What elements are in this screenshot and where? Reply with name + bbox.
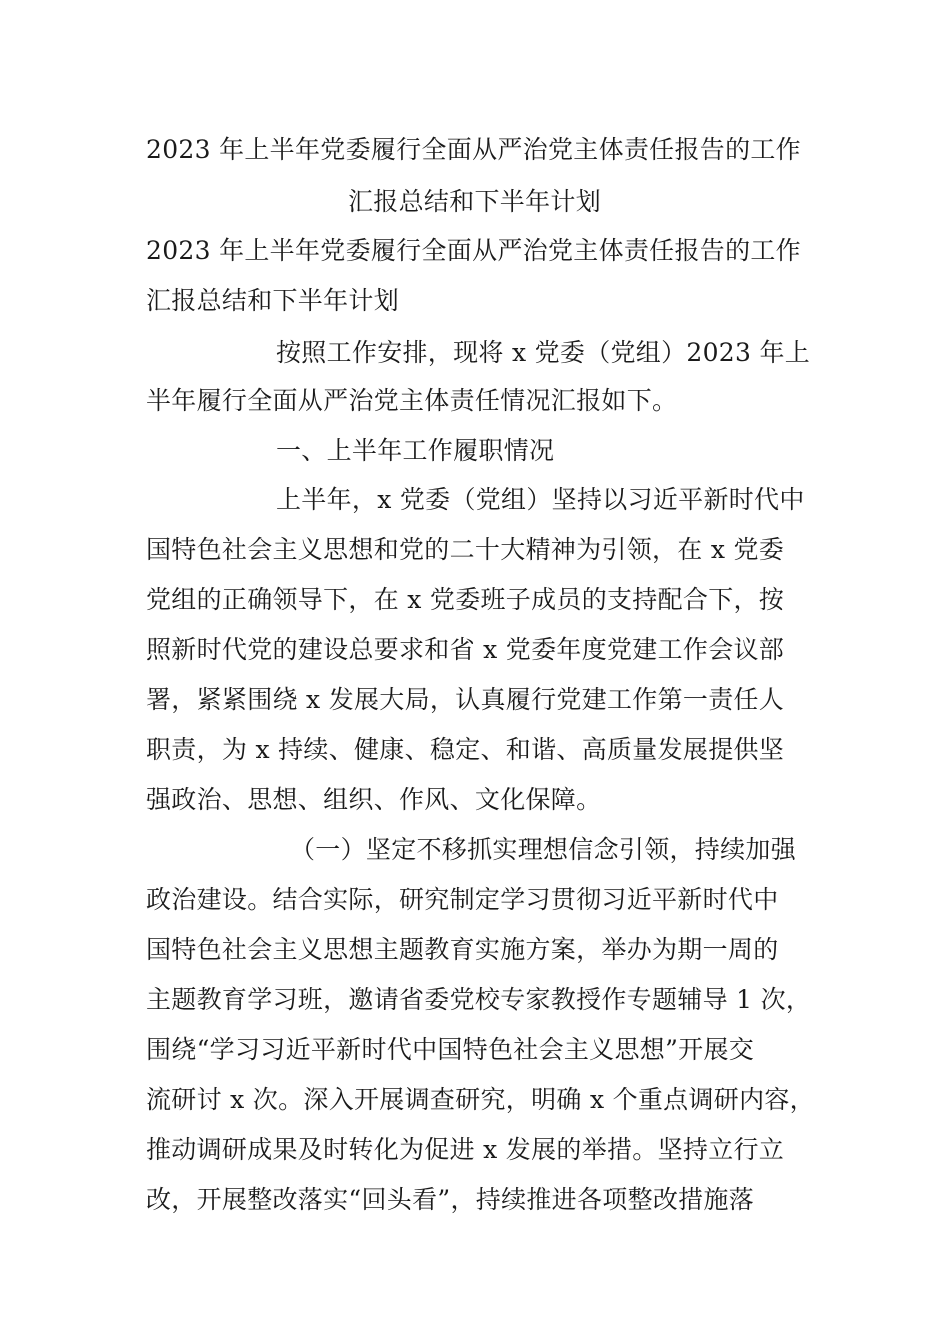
para1-line-5: 署，紧紧围绕 x 发展大局，认真履行党建工作第一责任人 bbox=[146, 685, 785, 714]
para2-line-1: （一）坚定不移抓实理想信念引领，持续加强 bbox=[290, 835, 797, 864]
title-line-2: 汇报总结和下半年计划 bbox=[348, 187, 602, 216]
para1-line-6: 职责，为 x 持续、健康、稳定、和谐、高质量发展提供坚 bbox=[146, 735, 785, 764]
section-heading: 一、上半年工作履职情况 bbox=[276, 436, 555, 465]
para2-line-3: 国特色社会主义思想主题教育实施方案，举办为期一周的 bbox=[146, 935, 779, 964]
para1-line-1: 上半年，x 党委（党组）坚持以习近平新时代中 bbox=[276, 485, 805, 514]
para1-line-7: 强政治、思想、组织、作风、文化保障。 bbox=[146, 785, 602, 814]
para1-line-2: 国特色社会主义思想和党的二十大精神为引领，在 x 党委 bbox=[146, 535, 785, 564]
title-line-1: 2023 年上半年党委履行全面从严治党主体责任报告的工作 bbox=[146, 135, 801, 164]
para1-line-3: 党组的正确领导下，在 x 党委班子成员的支持配合下，按 bbox=[146, 585, 785, 614]
para2-line-6: 流研讨 x 次。深入开展调查研究，明确 x 个重点调研内容， bbox=[146, 1085, 815, 1114]
para2-line-7: 推动调研成果及时转化为促进 x 发展的举措。坚持立行立 bbox=[146, 1135, 785, 1164]
para2-line-4: 主题教育学习班，邀请省委党校专家教授作专题辅导 1 次， bbox=[146, 985, 812, 1014]
subtitle-line-2: 汇报总结和下半年计划 bbox=[146, 286, 400, 315]
intro-line-2: 半年履行全面从严治党主体责任情况汇报如下。 bbox=[146, 386, 678, 415]
para2-line-5: 围绕“学习习近平新时代中国特色社会主义思想”开展交 bbox=[146, 1035, 755, 1064]
para1-line-4: 照新时代党的建设总要求和省 x 党委年度党建工作会议部 bbox=[146, 635, 785, 664]
para2-line-2: 政治建设。结合实际，研究制定学习贯彻习近平新时代中 bbox=[146, 885, 779, 914]
intro-line-1: 按照工作安排，现将 x 党委（党组）2023 年上 bbox=[276, 338, 811, 367]
subtitle-line-1: 2023 年上半年党委履行全面从严治党主体责任报告的工作 bbox=[146, 236, 801, 265]
para2-line-8: 改，开展整改落实“回头看”，持续推进各项整改措施落 bbox=[146, 1185, 755, 1214]
